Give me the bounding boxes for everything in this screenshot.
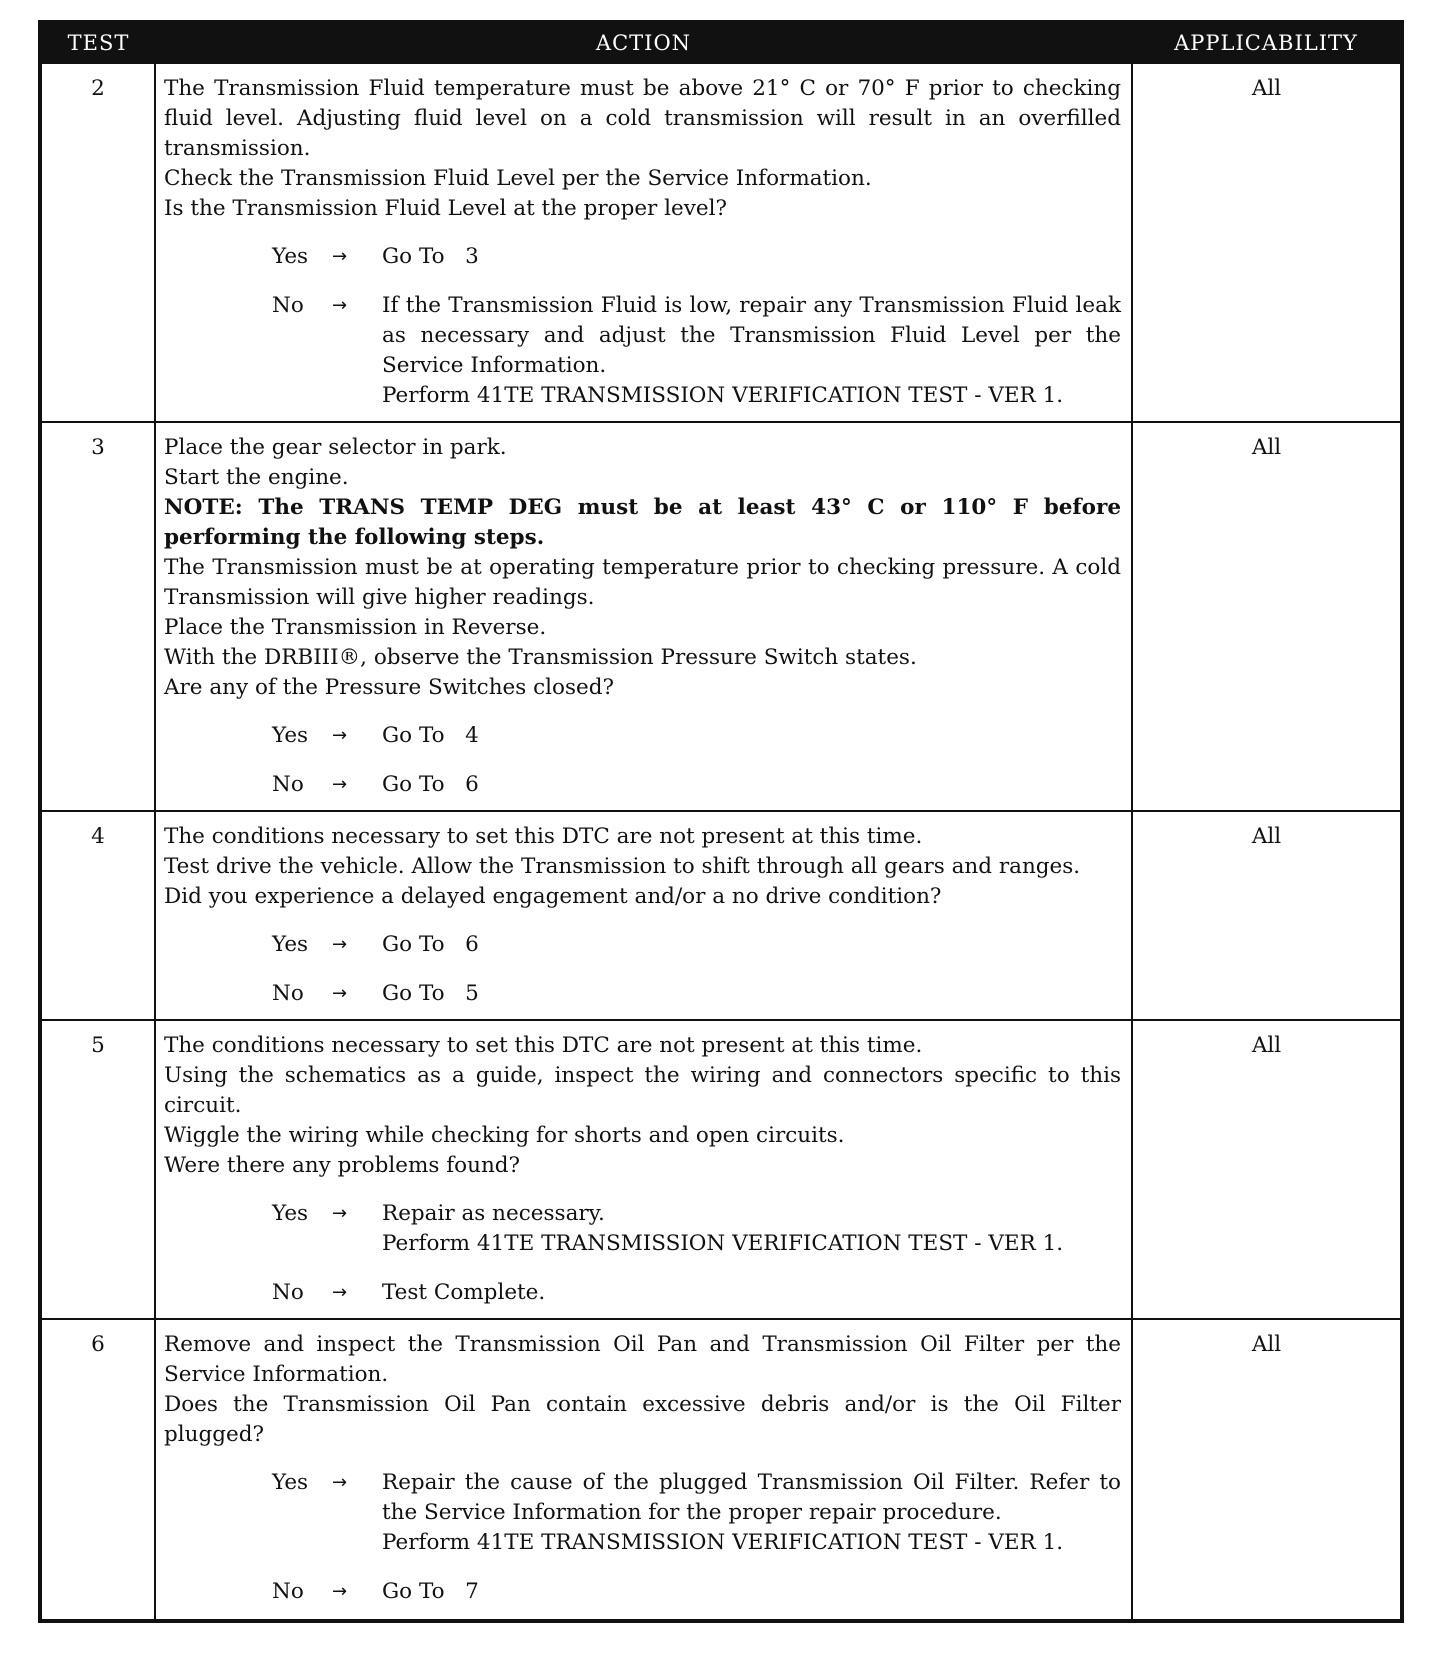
answer-yes [272, 930, 1121, 960]
action-question: Were there any problems found? [164, 1153, 521, 1178]
answer-yes [272, 721, 1121, 751]
action-cell [155, 422, 1132, 811]
action-text: Wiggle the wiring while checking for shorts and open circuits. [164, 1123, 845, 1148]
table-row [40, 1020, 1402, 1319]
answer-label: Yes [272, 1470, 309, 1495]
action-text: With the DRBIII®, observe the Transmission Pressure Switch states. [164, 645, 917, 670]
answer-list [164, 930, 1121, 1013]
action-text: Check the Transmission Fluid Level per the Service Information. [164, 166, 872, 191]
arrow-icon: → [332, 246, 348, 267]
action-cell [155, 63, 1132, 422]
answer-result: Perform 41TE TRANSMISSION VERIFICATION TEST - VER 1. [382, 383, 1064, 408]
answer-list [164, 242, 1121, 415]
answer-label: No [272, 772, 304, 797]
answer-label: Yes [272, 1201, 309, 1226]
answer-no [272, 979, 1121, 1009]
test-number: 4 [40, 811, 155, 1020]
action-text: Place the gear selector in park. [164, 435, 507, 460]
action-question: Does the Transmission Oil Pan contain excessive debris and/or is the Oil Filter plugged? [164, 1392, 1121, 1447]
answer-label: Yes [272, 932, 309, 957]
header-action: ACTION [155, 22, 1132, 63]
action-cell [155, 1319, 1132, 1621]
action-text: Test drive the vehicle. Allow the Transmission to shift through all gears and ranges. [164, 854, 1081, 879]
action-text: Remove and inspect the Transmission Oil Pan and Transmission Oil Filter per the Service Information. [164, 1332, 1121, 1387]
arrow-icon: → [332, 774, 348, 795]
answer-result: If the Transmission Fluid is low, repair any Transmission Fluid leak as necessary and adjust the Transmission Fluid Level per the Service Information. [382, 293, 1121, 378]
answer-yes [272, 1199, 1121, 1259]
header-applicability: APPLICABILITY [1132, 22, 1402, 63]
diagnostic-test-table [38, 20, 1404, 1623]
answer-no [272, 291, 1121, 411]
applicability-value: All [1132, 422, 1402, 811]
action-question: Is the Transmission Fluid Level at the proper level? [164, 196, 728, 221]
answer-list [164, 1199, 1121, 1312]
action-text: The conditions necessary to set this DTC are not present at this time. [164, 1033, 923, 1058]
arrow-icon: → [332, 983, 348, 1004]
arrow-icon: → [332, 1282, 348, 1303]
table-row [40, 422, 1402, 811]
answer-yes [272, 242, 1121, 272]
table-row [40, 811, 1402, 1020]
table-header-row [40, 22, 1402, 63]
answer-no [272, 770, 1121, 800]
answer-no [272, 1278, 1121, 1308]
applicability-value: All [1132, 1319, 1402, 1621]
table-row [40, 1319, 1402, 1621]
applicability-value: All [1132, 63, 1402, 422]
header-test: TEST [40, 22, 155, 63]
arrow-icon: → [332, 934, 348, 955]
action-text: The Transmission must be at operating temperature prior to checking pressure. A cold Transmission will give higher readings. [164, 555, 1121, 610]
test-number: 6 [40, 1319, 155, 1621]
answer-label: No [272, 1280, 304, 1305]
table-row [40, 63, 1402, 422]
action-text: The Transmission Fluid temperature must be above 21° C or 70° F prior to checking fluid level. Adjusting fluid level on a cold transmission will result in an overfilled transmission. [164, 76, 1121, 161]
answer-result: Go To 5 [382, 981, 479, 1006]
answer-list [164, 721, 1121, 804]
arrow-icon: → [332, 1203, 348, 1224]
action-question: Did you experience a delayed engagement and/or a no drive condition? [164, 884, 942, 909]
applicability-value: All [1132, 811, 1402, 1020]
arrow-icon: → [332, 725, 348, 746]
answer-result: Repair as necessary. [382, 1201, 605, 1226]
answer-result: Perform 41TE TRANSMISSION VERIFICATION TEST - VER 1. [382, 1231, 1064, 1256]
answer-result: Repair the cause of the plugged Transmission Oil Filter. Refer to the Service Information for the proper repair procedure. [382, 1470, 1121, 1525]
note-text: NOTE: The TRANS TEMP DEG must be at least 43° C or 110° F before performing the following steps. [164, 495, 1121, 550]
test-number: 3 [40, 422, 155, 811]
arrow-icon: → [332, 295, 348, 316]
action-text: Using the schematics as a guide, inspect the wiring and connectors specific to this circuit. [164, 1063, 1121, 1118]
test-number: 2 [40, 63, 155, 422]
action-text: The conditions necessary to set this DTC are not present at this time. [164, 824, 923, 849]
answer-label: Yes [272, 723, 309, 748]
action-cell [155, 811, 1132, 1020]
applicability-value: All [1132, 1020, 1402, 1319]
test-number: 5 [40, 1020, 155, 1319]
answer-label: No [272, 293, 304, 318]
answer-result: Go To 6 [382, 932, 479, 957]
arrow-icon: → [332, 1472, 348, 1493]
answer-no [272, 1577, 1121, 1607]
action-cell [155, 1020, 1132, 1319]
answer-result: Go To 4 [382, 723, 479, 748]
answer-yes [272, 1468, 1121, 1558]
answer-result: Perform 41TE TRANSMISSION VERIFICATION TEST - VER 1. [382, 1530, 1064, 1555]
action-question: Are any of the Pressure Switches closed? [164, 675, 615, 700]
action-text: Start the engine. [164, 465, 349, 490]
answer-label: Yes [272, 244, 309, 269]
action-text: Place the Transmission in Reverse. [164, 615, 547, 640]
answer-label: No [272, 981, 304, 1006]
answer-result: Test Complete. [382, 1280, 546, 1305]
arrow-icon: → [332, 1581, 348, 1602]
answer-label: No [272, 1579, 304, 1604]
answer-list [164, 1468, 1121, 1611]
answer-result: Go To 3 [382, 244, 479, 269]
answer-result: Go To 7 [382, 1579, 479, 1604]
answer-result: Go To 6 [382, 772, 479, 797]
